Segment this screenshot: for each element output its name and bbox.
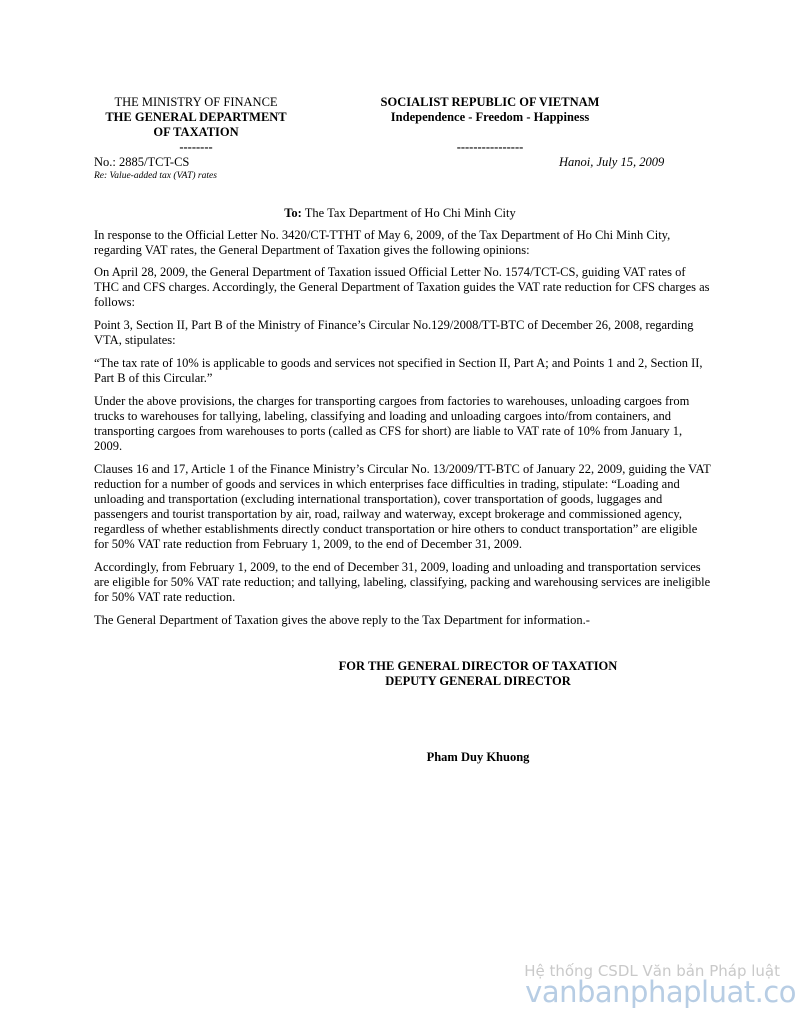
body-paragraph: The General Department of Taxation gives the above reply to the Tax Department for information.-	[94, 613, 590, 627]
signature-block	[320, 659, 636, 689]
watermark-caption: Hệ thống CSDL Văn bản Pháp luật	[524, 962, 780, 980]
national-motto: Independence - Freedom - Happiness	[390, 110, 590, 124]
watermark-domain: vanbanphapluat.co	[525, 975, 796, 1009]
body-paragraph: Accordingly, from February 1, 2009, to the end of December 31, 2009, loading and unloading and transportation services are eligible for 50% VAT rate reduction; and tallying, labeling, classifying, packing and warehousing services are ineligible for 50% VAT rate reduction.	[94, 560, 711, 604]
signature-title: FOR THE GENERAL DIRECTOR OF TAXATION	[338, 659, 618, 673]
issuer-department: THE GENERAL DEPARTMENT	[105, 110, 287, 124]
body-paragraph: “The tax rate of 10% is applicable to goods and services not specified in Section II, Part A; and Points 1 and 2, Section II, Part B of this Circular.”	[94, 356, 703, 385]
signatory-name: Pham Duy Khuong	[426, 750, 530, 764]
body-paragraph: In response to the Official Letter No. 3420/CT-TTHT of May 6, 2009, of the Tax Department of Ho Chi Minh City, regarding VAT rates, the General Department of Taxation gives the following opinions:	[94, 228, 671, 257]
document-subject: Re: Value-added tax (VAT) rates	[94, 171, 217, 181]
country-name: SOCIALIST REPUBLIC OF VIETNAM	[380, 95, 600, 109]
issuer-block	[96, 95, 296, 155]
recipient-line	[94, 206, 706, 221]
recipient-label: To:	[284, 206, 302, 220]
body-paragraph: On April 28, 2009, the General Department of Taxation issued Official Letter No. 1574/TCT-CS, guiding VAT rates of THC and CFS charges. Accordingly, the General Department of Taxation guides the VAT rate reduction for CFS charges as follows:	[94, 265, 710, 309]
issuer-separator: --------	[179, 140, 213, 154]
signature-position: DEPUTY GENERAL DIRECTOR	[385, 674, 571, 688]
body-paragraph: Clauses 16 and 17, Article 1 of the Finance Ministry’s Circular No. 13/2009/TT-BTC of January 22, 2009, guiding the VAT reduction for a number of goods and services in which enterprises face difficulties in trading, stipulate: “Loading and unloading and transportation (excluding international transportation), cover transportation of goods, luggages and passengers and tourist transportation by air, road, railway and waterway, except brokerage and commissioned agency, regardless of whether establishments directly conduct transportation or hire others to conduct transportation” are eligible for 50% VAT rate reduction from February 1, 2009, to the end of December 31, 2009.	[94, 462, 711, 551]
body-paragraph: Point 3, Section II, Part B of the Ministry of Finance’s Circular No.129/2008/TT-BTC of December 26, 2008, regarding VTA, stipulates:	[94, 318, 694, 347]
national-separator: ----------------	[456, 140, 524, 154]
document-number: No.: 2885/TCT-CS	[94, 155, 190, 169]
body-paragraph: Under the above provisions, the charges for transporting cargoes from factories to warehouses, unloading cargoes from trucks to warehouses for tallying, labeling, classifying and loading and unloading cargoes into/from containers, and transporting cargoes from warehouses to ports (called as CFS for short) are liable to VAT rate of 10% from January 1, 2009.	[94, 394, 690, 453]
issuer-department-cont: OF TAXATION	[153, 125, 239, 139]
recipient-value: The Tax Department of Ho Chi Minh City	[304, 206, 516, 220]
document-date: Hanoi, July 15, 2009	[559, 155, 665, 169]
national-header	[330, 95, 650, 155]
issuer-ministry: THE MINISTRY OF FINANCE	[114, 95, 278, 109]
